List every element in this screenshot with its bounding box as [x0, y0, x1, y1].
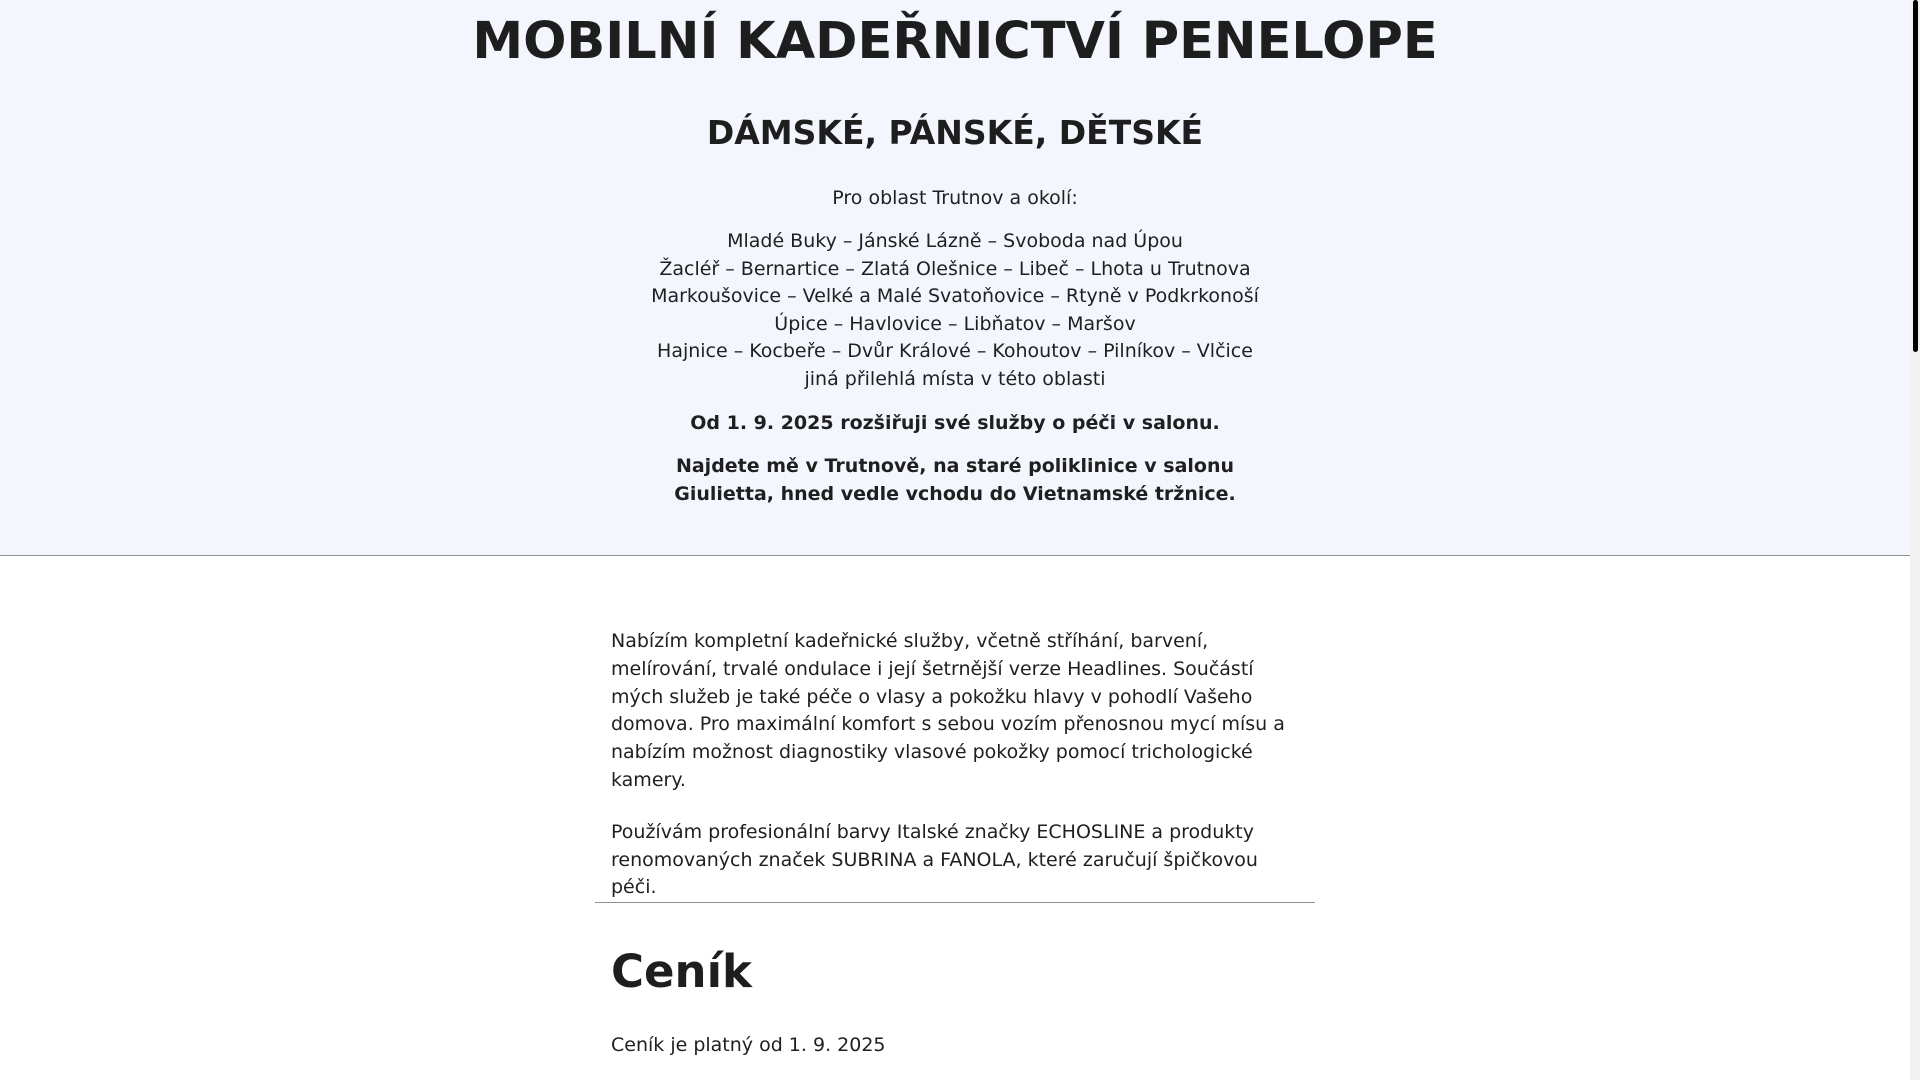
page-title: MOBILNÍ KADEŘNICTVÍ PENELOPE: [472, 12, 1438, 71]
region-intro: Pro oblast Trutnov a okolí:: [832, 187, 1078, 209]
places-line: Mladé Buky – Jánské Lázně – Svoboda nad Úpou: [727, 230, 1183, 252]
services-description: Nabízím kompletní kadeřnické služby, včetně stříhání, barvení, melírování, trvalé ondulace i její šetrnější verze Headlines. Součástí mých služeb je také péče o vlasy a pokožku hlavy v pohodlí Vašeho domova. Pro maximální komfort s sebou vozím přenosnou mycí mísu a nabízím možnost diagnostiky vlasové pokožky pomocí trichologické kamery.: [611, 630, 1285, 791]
places-line: Úpice – Havlovice – Libňatov – Maršov: [774, 312, 1136, 335]
products-description: Používám profesionální barvy Italské značky ECHOSLINE a produkty renomovaných značek SUBRINA a FANOLA, které zaručují špičkovou péči.: [611, 820, 1258, 899]
places-line: Hajnice – Kocbeře – Dvůr Králové – Kohoutov – Pilníkov – Vlčice: [657, 340, 1253, 363]
places-line: jiná přilehlá místa v této oblasti: [804, 367, 1106, 390]
salon-notice: Od 1. 9. 2025 rozšiřuji své služby o péči v salonu.: [690, 412, 1220, 434]
scrollbar-thumb[interactable]: [1913, 0, 1918, 352]
pricing-validity: Ceník je platný od 1. 9. 2025: [611, 1034, 886, 1056]
pricing-title: Ceník: [611, 945, 752, 998]
places-line: Markoušovice – Velké a Malé Svatoňovice – Rtyně v Podkrkonoší: [651, 285, 1259, 308]
page-subtitle: DÁMSKÉ, PÁNSKÉ, DĚTSKÉ: [706, 113, 1204, 152]
places-line: Žacléř – Bernartice – Zlatá Olešnice – Libeč – Lhota u Trutnova: [659, 257, 1251, 280]
services-section: [611, 628, 1301, 902]
places-list: [0, 228, 1910, 394]
salon-address: Najdete mě v Trutnově, na staré poliklinice v salonu Giulietta, hned vedle vchodu do Vietnamské tržnice.: [674, 455, 1236, 505]
section-divider: [595, 902, 1315, 903]
